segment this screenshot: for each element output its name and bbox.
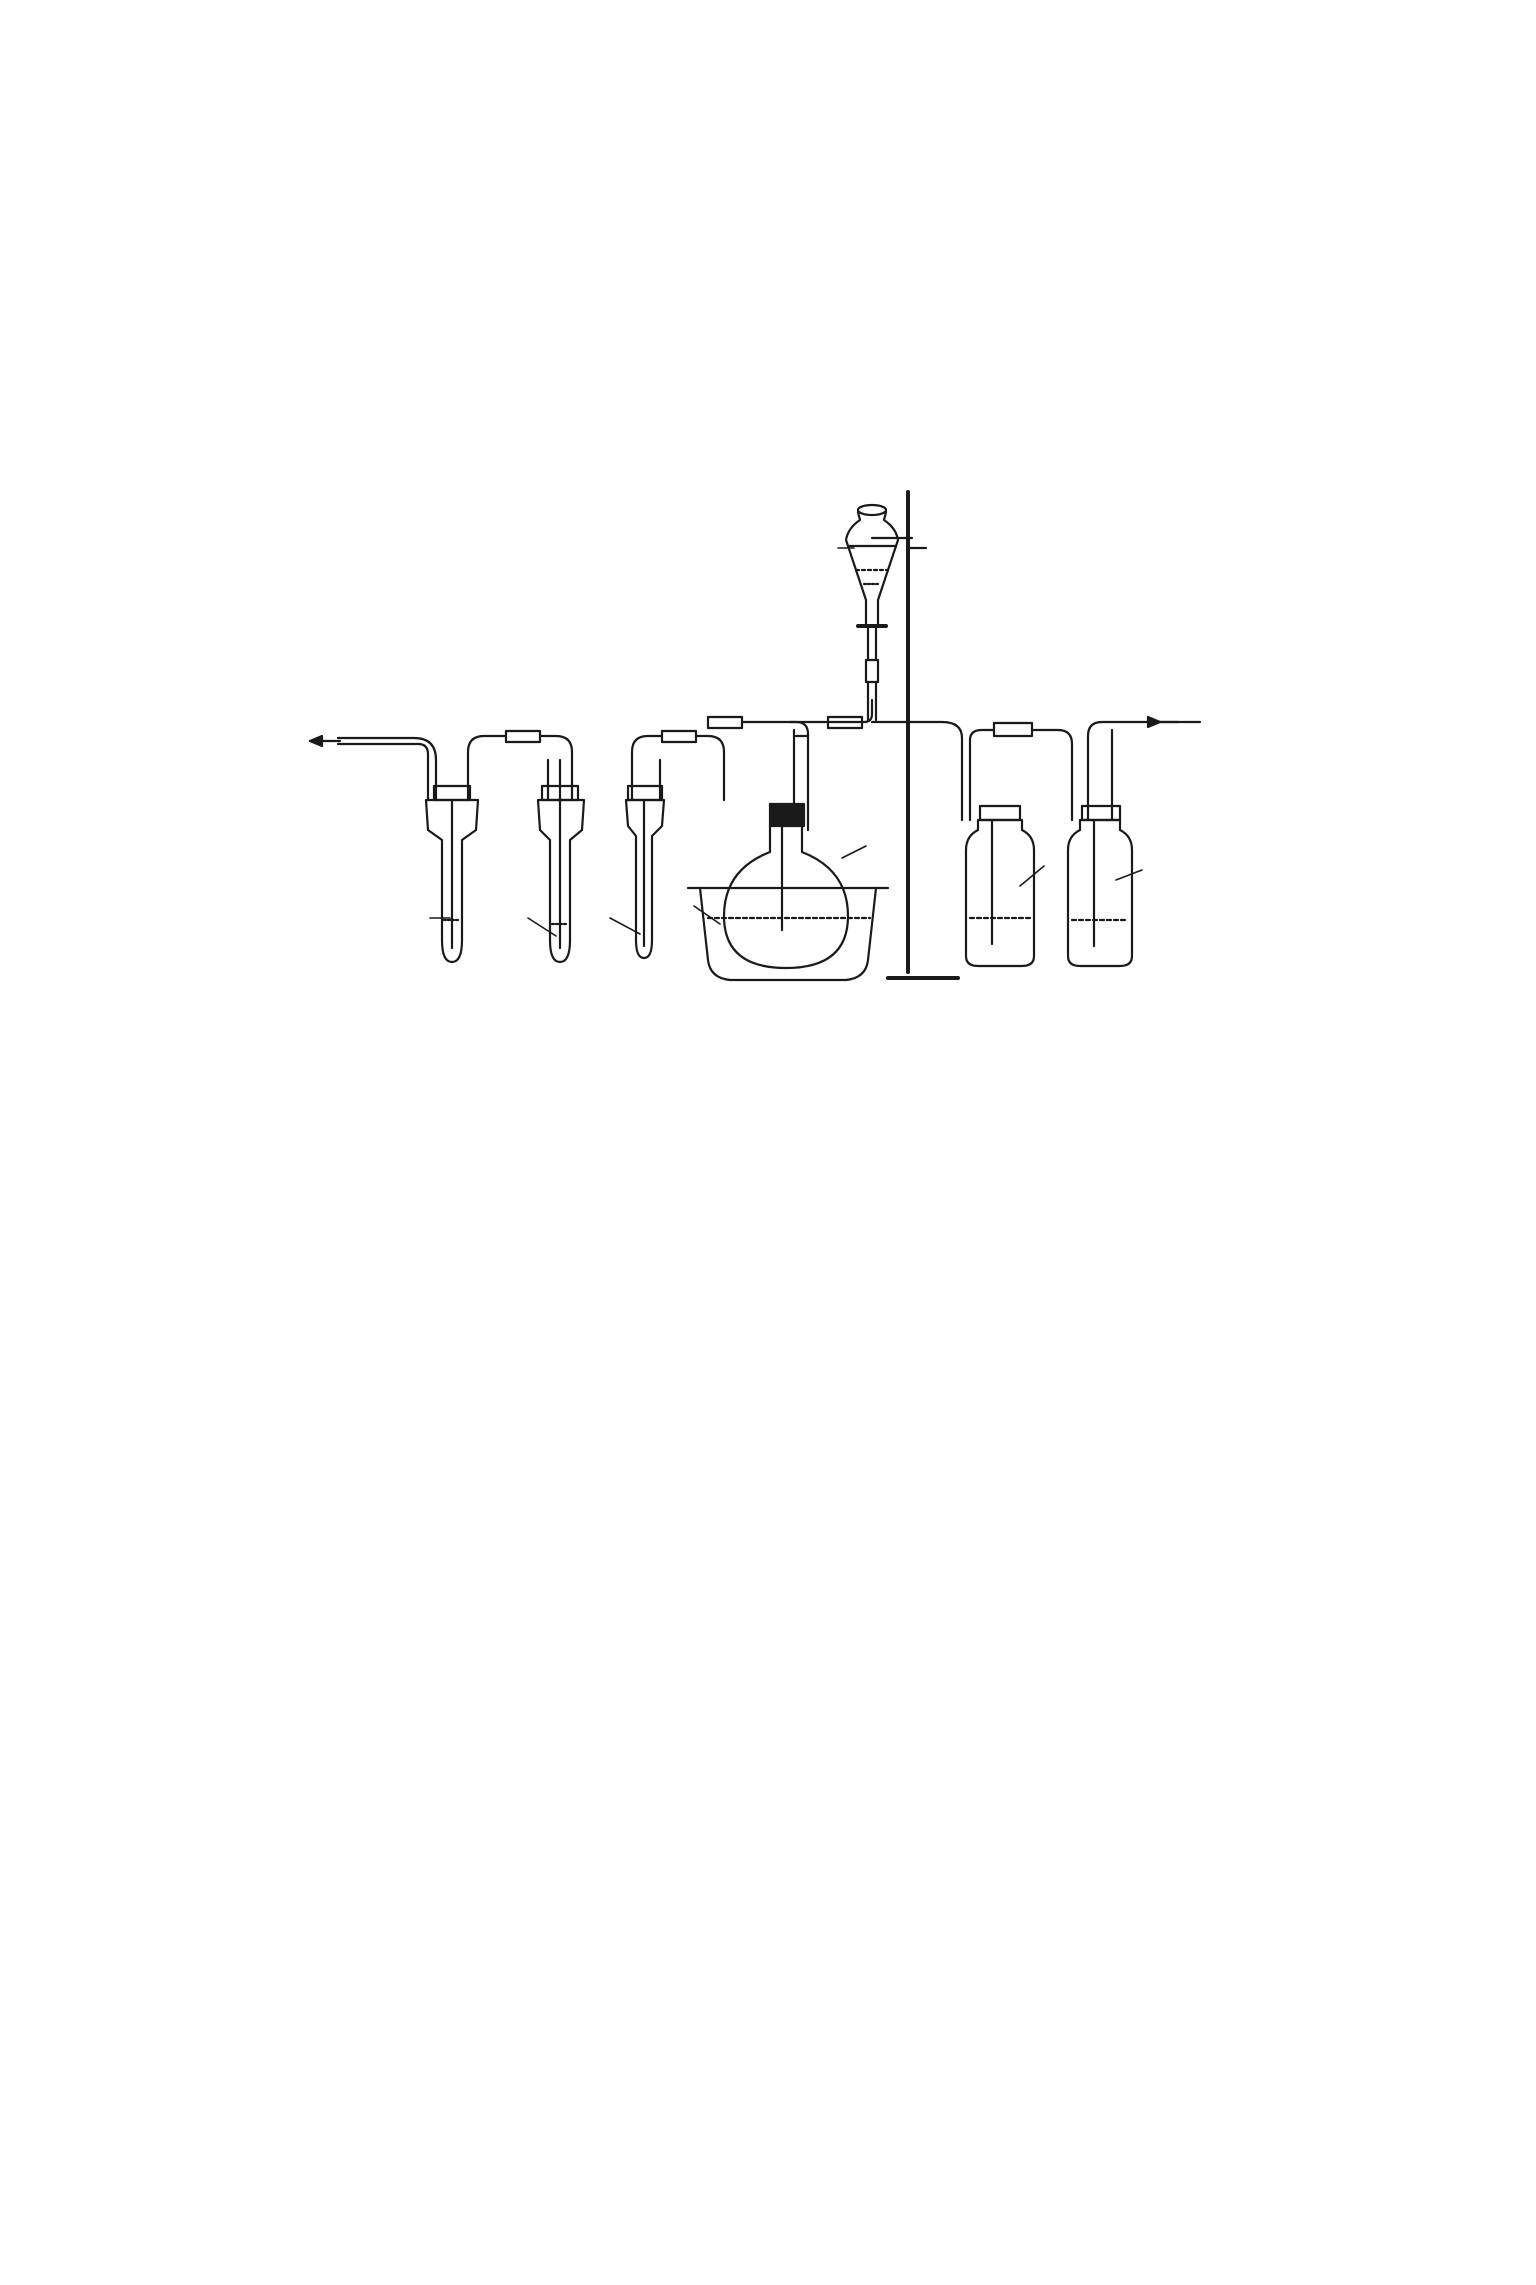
absorption-tube-8	[426, 786, 478, 962]
gas-tubing	[338, 700, 1178, 830]
water-bath	[688, 888, 888, 980]
reaction-flask	[724, 804, 848, 968]
apparatus-diagram	[0, 0, 1536, 1010]
gas-washing-bottle-1	[1068, 806, 1132, 966]
absorption-tube-6	[626, 786, 664, 958]
stand	[872, 492, 958, 978]
gas-washing-bottle-2	[966, 806, 1034, 966]
absorption-tube-7	[538, 786, 584, 962]
